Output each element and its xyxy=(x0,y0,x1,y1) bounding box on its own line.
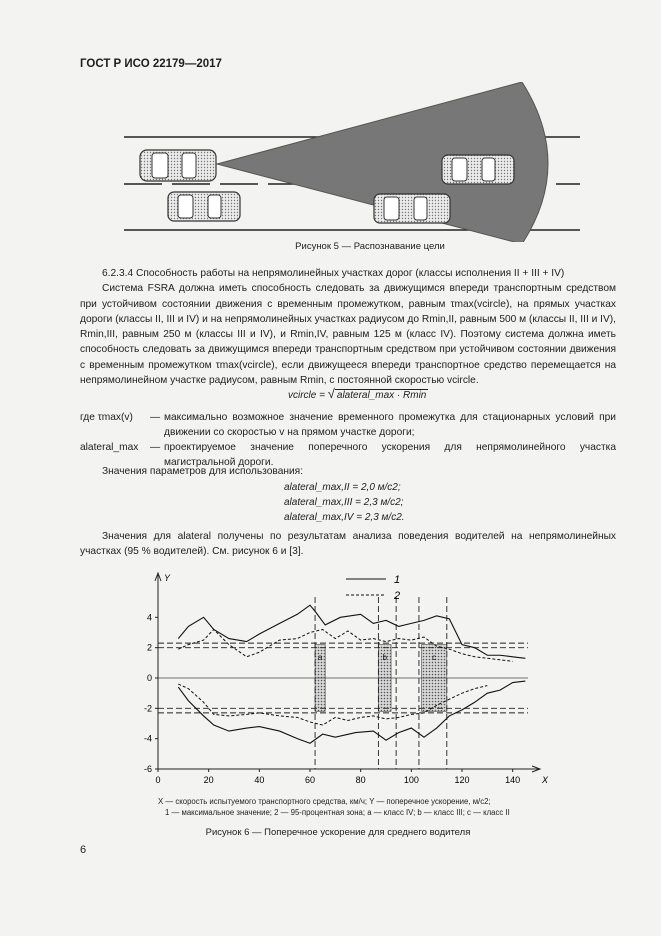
zone-label: c xyxy=(432,652,437,662)
y-tick-label: 4 xyxy=(146,612,152,623)
target-car-left-lane xyxy=(168,192,240,221)
x-tick-label: 140 xyxy=(505,775,521,785)
definition-tau xyxy=(80,410,616,440)
params-intro: Значения параметров для использования: xyxy=(102,466,304,477)
legend-label-2: 2 xyxy=(394,590,401,602)
definition-dash: — xyxy=(150,412,161,423)
figure6-legend-line1: X — скорость испытуемого транспортного средства, км/ч; Y — поперечное ускорение, м/с2; xyxy=(158,797,491,806)
definition-term: alateral_max xyxy=(80,442,139,453)
host-car xyxy=(140,150,216,181)
x-tick-label: 120 xyxy=(454,775,470,785)
formula-vcircle: vcircle = √ alateral_max · Rmin xyxy=(288,386,427,401)
series-2-line xyxy=(178,629,512,661)
params-values xyxy=(284,480,405,525)
x-tick-label: 100 xyxy=(403,775,419,785)
x-axis-label: X xyxy=(542,775,549,785)
definition-text: проектируемое значение поперечного ускорения для непрямолинейного участка магистральной дороги. xyxy=(164,442,616,468)
figure6-caption: Рисунок 6 — Поперечное ускорение для среднего водителя xyxy=(205,827,471,838)
y-tick-label: -6 xyxy=(143,764,152,774)
section-text xyxy=(80,266,616,388)
zone-label: b xyxy=(382,652,387,662)
param-line-iv: alateral_max,IV = 2,3 м/с2. xyxy=(284,512,405,523)
x-tick-label: 60 xyxy=(304,775,316,785)
formula-rhs: alateral_max · Rmin xyxy=(336,390,427,401)
y-axis-label: Y xyxy=(164,573,171,583)
paragraph-after xyxy=(80,529,616,560)
paragraph-after-text: Значения для alateral получены по результатам анализа поведения водителей на непрямолинейных участках (95 % водителей). См. рисунок 6 и [3]. xyxy=(80,531,616,558)
figure5-caption: Рисунок 5 — Распознавание цели xyxy=(295,241,445,252)
x-tick-label: 20 xyxy=(203,775,214,785)
y-tick-label: -2 xyxy=(143,703,152,714)
page-number: 6 xyxy=(80,844,87,856)
x-tick-label: 40 xyxy=(254,775,265,785)
section-heading: 6.2.3.4 Способность работы на непрямолинейных участках дорог (классы исполнения II + III + IV) xyxy=(102,268,565,279)
definition-dash: — xyxy=(150,442,161,453)
definition-term: где τmax(v) xyxy=(80,412,133,423)
target-car-ahead xyxy=(442,155,514,184)
definition-text: максимально возможное значение временного промежутка для стационарных условий при движении со скоростью v на прямом участке дороги; xyxy=(164,412,616,438)
y-tick-label: 2 xyxy=(146,642,152,653)
y-tick-label: -4 xyxy=(143,733,152,744)
legend-label-1: 1 xyxy=(394,574,401,586)
x-tick-label: 80 xyxy=(355,775,366,785)
x-tick-label: 0 xyxy=(155,775,161,785)
zone-label: a xyxy=(317,652,323,662)
sqrt-sign: √ xyxy=(327,386,335,401)
section-paragraph: Система FSRA должна иметь способность следовать за движущимся впереди транспортным средством при устойчивом состоянии движения с временным промежутком, равным τmax(vcircle), на прямых участках дороги (классы II, III и IV) и на непрямолинейных участках радиусом до Rmin,II, равным 500 м (классы II, III и IV), Rmin,III, равным 250 м (классы III и IV), и Rmin,IV, равным 125 м (класс IV). Поэтому система должна иметь способность следовать за движущимся впереди транспортным средством при устойчивом состоянии движения с временным промежутком τmax(vcircle), если движущееся впереди транспортное средство перемещается на непрямолинейном участке радиусом, равным Rmin, с постоянной скоростью vcircle. xyxy=(80,283,616,387)
document-header: ГОСТ Р ИСО 22179—2017 xyxy=(80,58,222,70)
definitions xyxy=(80,410,616,470)
param-line-ii: alateral_max,II = 2,0 м/с2; xyxy=(284,482,401,493)
target-car-right-lane xyxy=(374,194,450,223)
param-line-iii: alateral_max,III = 2,3 м/с2; xyxy=(284,497,404,508)
figure5-illustration xyxy=(122,82,582,242)
figure6-chart xyxy=(128,565,558,795)
formula-lhs: vcircle xyxy=(288,390,317,401)
series-1-line xyxy=(178,681,525,743)
series-1-line xyxy=(178,605,525,658)
y-tick-label: 0 xyxy=(146,673,152,683)
figure6-legend-line2: 1 — максимальное значение; 2 — 95-процентная зона; a — класс IV; b — класс III; c — класс II xyxy=(165,808,510,817)
